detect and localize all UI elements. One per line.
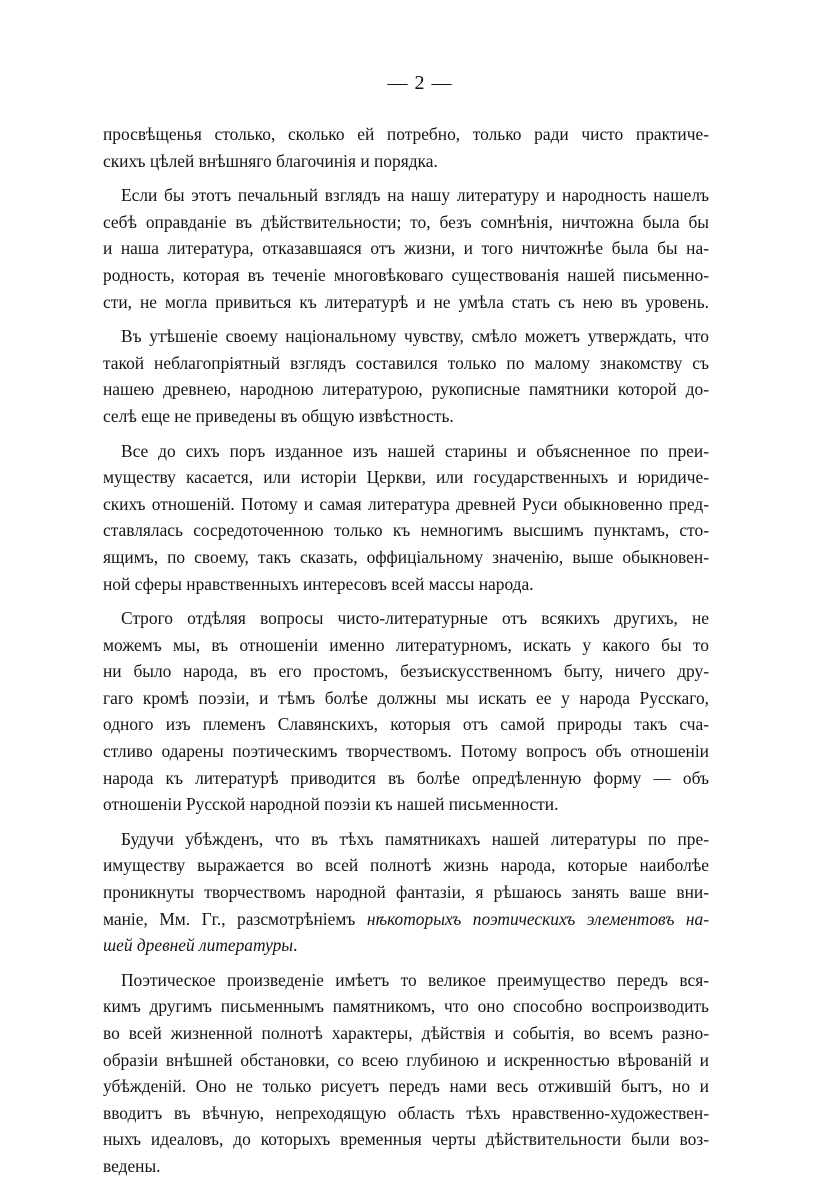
text-line: ной сферы нравственныхъ интересовъ всей массы народа. [103, 573, 534, 594]
italic-phrase: шей древней литературы [103, 935, 294, 956]
text-line: Будучи убѣжденъ, что въ тѣхъ памятникахъ нашей литературы по пре- [121, 828, 709, 849]
text-line: вводитъ въ вѣчную, непреходящую область тѣхъ нравственно-художествен- [103, 1102, 709, 1123]
text-line: скихъ цѣлей внѣшняго благочинія и порядка. [103, 150, 438, 171]
text-line: родность, которая въ теченіе многовѣковаго существованія нашей письменно- [103, 264, 709, 285]
text-line: нашею древнею, народною литературою, рукописные памятники которой до- [103, 379, 709, 400]
paragraph-4 [103, 438, 709, 598]
paragraph-6 [103, 826, 709, 959]
text-line: можемъ мы, въ отношеніи именно литературномъ, искать у какого бы то [103, 634, 709, 655]
paragraph-1 [103, 121, 709, 174]
text-line: просвѣщенья столько, сколько ей потребно, только ради чисто практиче- [103, 124, 709, 144]
text-line: Строго отдѣляя вопросы чисто-литературные отъ всякихъ другихъ, не [121, 608, 709, 629]
text-line: себѣ оправданіе въ дѣйствительности; то, безъ сомнѣнія, ничтожна была бы [103, 211, 709, 232]
text-line: и наша литература, отказавшаяся отъ жизни, и того ничтожнѣе была бы на- [103, 238, 709, 259]
paragraph-5 [103, 605, 709, 818]
text-line: скихъ отношеній. Потому и самая литература древней Руси обыкновенно пред- [103, 493, 709, 514]
text-line: Если бы этотъ печальный взглядъ на нашу литературу и народность нашелъ [121, 185, 709, 206]
paragraph-7 [103, 967, 709, 1180]
text-line: кимъ другимъ письменнымъ памятникомъ, что оно способно воспроизводить [103, 996, 709, 1017]
text-line: проникнуты творчествомъ народной фантазіи, я рѣшаюсь занять ваше вни- [103, 882, 709, 903]
body-text [103, 121, 709, 1188]
text-line: муществу касается, или исторіи Церкви, или государственныхъ и юридиче- [103, 467, 709, 488]
text-line: одного изъ племенъ Славянскихъ, которыя отъ самой природы такъ сча- [103, 714, 709, 735]
text-line: такой неблагопріятный взглядъ составился только по малому знакомству съ [103, 352, 709, 373]
paragraph-2 [103, 182, 709, 315]
text-line: Поэтическое произведеніе имѣетъ то великое преимущество передъ вся- [121, 969, 709, 990]
text-line: во всей жизненной полнотѣ характеры, дѣйствія и событія, во всемъ разно- [103, 1023, 709, 1043]
text-line: ведены. [103, 1155, 161, 1176]
text-line: народа къ литературѣ приводится въ болѣе опредѣленную форму — объ [103, 767, 709, 788]
text-line: сти, не могла привиться къ литературѣ и не умѣла стать съ нею въ уровень. [103, 291, 709, 312]
text-plain-segment: . [293, 935, 298, 956]
paragraph-3 [103, 323, 709, 429]
text-line: ни было народа, въ его простомъ, безъискусственномъ быту, ничего дру- [103, 661, 709, 682]
text-line [103, 906, 709, 933]
text-line [103, 932, 709, 959]
page-number: — 2 — [387, 72, 453, 94]
text-line: имуществу выражается во всей полнотѣ жизнь народа, которые наиболѣе [103, 855, 709, 876]
text-line: селѣ еще не приведены въ общую извѣстность. [103, 405, 454, 426]
text-line: образіи внѣшней обстановки, со всею глубиною и искренностью вѣрованій и [103, 1049, 709, 1070]
text-line: стливо одарены поэтическимъ творчествомъ. Потому вопросъ объ отношеніи [103, 741, 709, 762]
text-line: Въ утѣшеніе своему національному чувству, смѣло можетъ утверждать, что [121, 326, 709, 347]
text-plain-segment: маніе, Мм. Гг., разсмотрѣніемъ [103, 908, 367, 929]
text-line: убѣжденій. Оно не только рисуетъ передъ нами весь отжившій бытъ, но и [103, 1076, 709, 1097]
italic-phrase: нѣкоторыхъ поэтическихъ элементовъ на- [366, 908, 709, 929]
text-line: Все до сихъ поръ изданное изъ нашей старины и объясненное по преи- [121, 440, 709, 461]
text-line: ставлялась сосредоточенною только къ немногимъ высшимъ пунктамъ, сто- [103, 520, 709, 541]
text-line: ныхъ идеаловъ, до которыхъ временныя черты дѣйствительности были воз- [103, 1129, 709, 1150]
text-line: отношеніи Русской народной поэзіи къ нашей письменности. [103, 794, 559, 815]
text-line: гаго кромѣ поэзіи, и тѣмъ болѣе должны мы искать ее у народа Русскаго, [103, 687, 709, 708]
text-line: ящимъ, по своему, такъ сказать, оффиціальному значенію, выше обыкновен- [103, 546, 709, 567]
